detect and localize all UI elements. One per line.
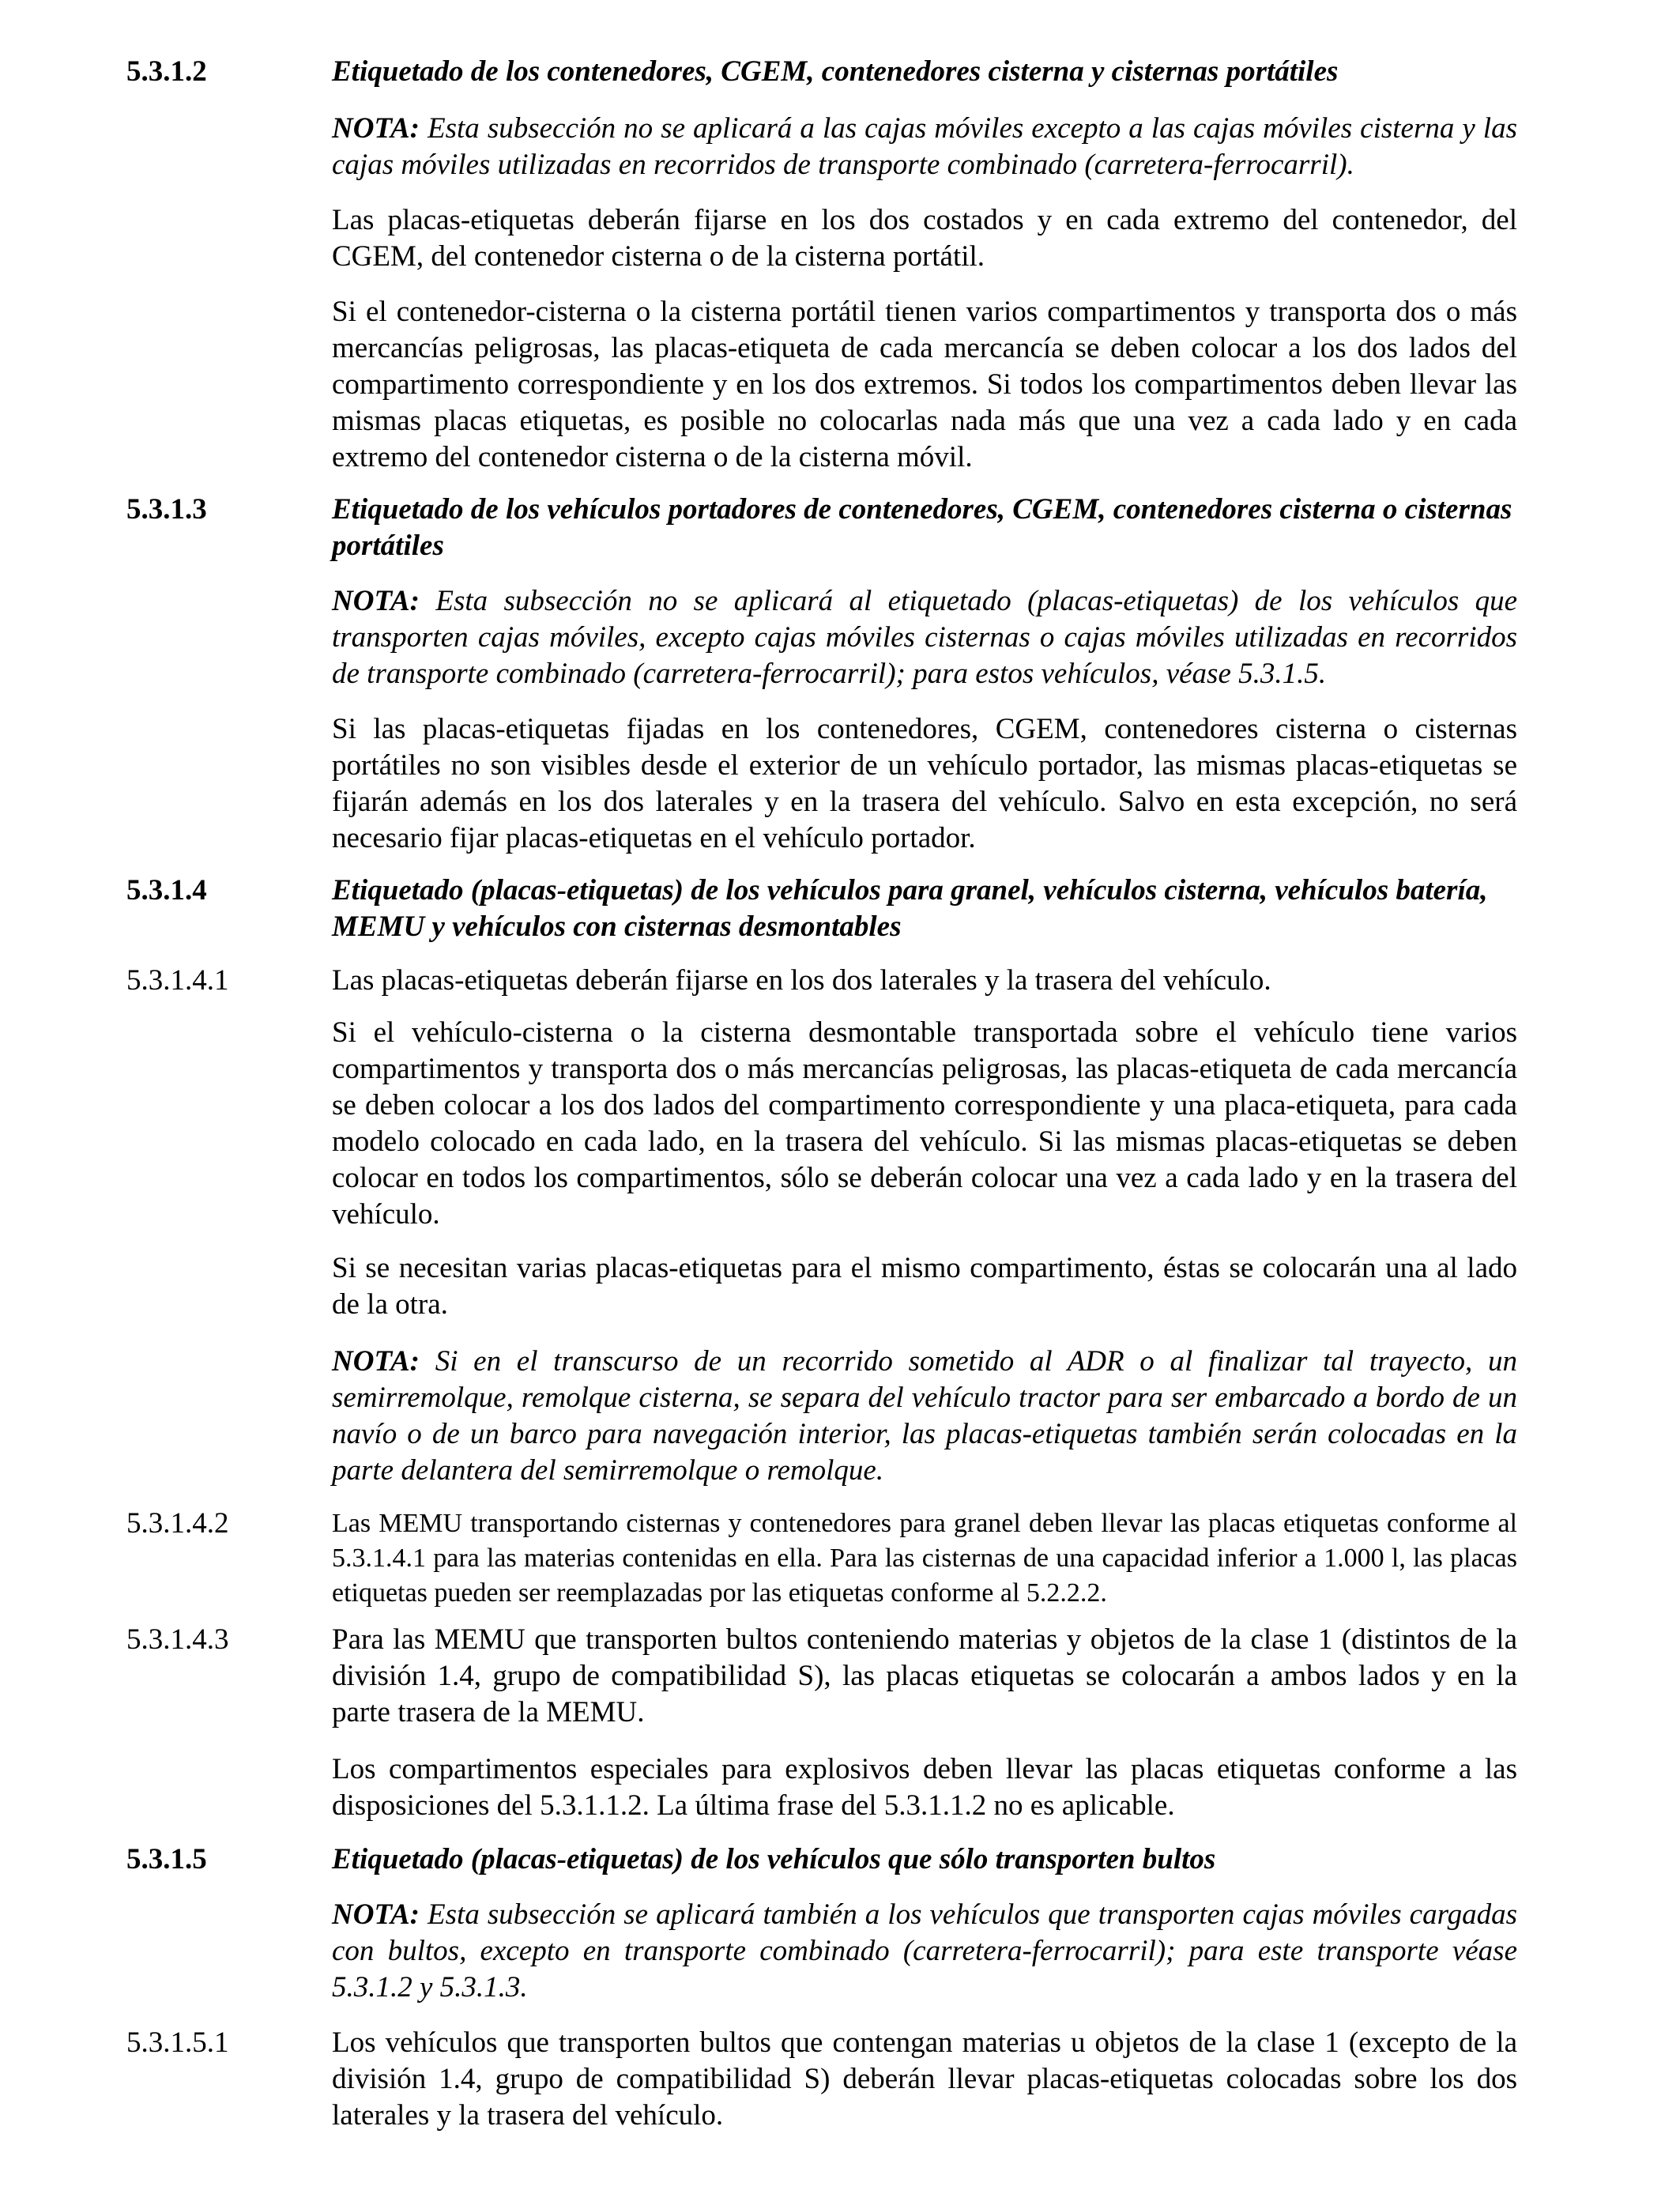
paragraph: Si el vehículo-cisterna o la cisterna desmontable transportada sobre el vehículo tiene varios compartimentos y transporta dos o más mercancías peligrosas, las placas-etiqueta de cada mercancía se deben colocar a los dos lados del compartimento correspondiente y una placa-etiqueta, para cada modelo colocado en cada lado, en la trasera del vehículo. Si las mismas placas-etiquetas se deben colocar en todos los compartimentos, sólo se deberán colocar una vez a cada lado y en la trasera del vehículo. bbox=[332, 1016, 1517, 1231]
note-label: NOTA: bbox=[332, 1345, 420, 1378]
section-number: 5.3.1.4 bbox=[126, 874, 207, 907]
note-label: NOTA: bbox=[332, 1898, 420, 1931]
subsection-number: 5.3.1.4.3 bbox=[126, 1623, 229, 1656]
subsection-number: 5.3.1.4.2 bbox=[126, 1507, 229, 1540]
note-text: Esta subsección se aplicará también a los vehículos que transporten cajas móviles cargadas con bultos, excepto en transporte combinado (carretera-ferrocarril); para este transporte véase 5.3.1.2 y 5.3.1.3. bbox=[332, 1898, 1517, 2004]
paragraph: Si las placas-etiquetas fijadas en los contenedores, CGEM, contenedores cisterna o cisternas portátiles no son visibles desde el exterior de un vehículo portador, las mismas placas-etiquetas se fijarán además en los dos laterales y en la trasera del vehículo. Salvo en esta excepción, no será necesario fijar placas-etiquetas en el vehículo portador. bbox=[332, 713, 1517, 854]
note-text: Esta subsección no se aplicará a las cajas móviles excepto a las cajas móviles cisterna y las cajas móviles utilizadas en recorridos de transporte combinado (carretera-ferrocarril). bbox=[332, 112, 1517, 181]
section-number: 5.3.1.3 bbox=[126, 493, 207, 526]
subsection-number: 5.3.1.4.1 bbox=[126, 964, 229, 997]
paragraph: Si se necesitan varias placas-etiquetas para el mismo compartimento, éstas se colocarán una al lado de la otra. bbox=[332, 1252, 1517, 1321]
section-heading: Etiquetado (placas-etiquetas) de los vehículos que sólo transporten bultos bbox=[332, 1843, 1216, 1875]
note-text: Si en el transcurso de un recorrido sometido al ADR o al finalizar tal trayecto, un semirremolque, remolque cisterna, se separa del vehículo tractor para ser embarcado a bordo de un navío o de un barco para navegación interior, las placas-etiquetas también serán colocadas en la parte delantera del semirremolque o remolque. bbox=[332, 1345, 1517, 1487]
section-number: 5.3.1.2 bbox=[126, 55, 207, 88]
section-heading: Etiquetado (placas-etiquetas) de los vehículos para granel, vehículos cisterna, vehículos batería, MEMU y vehículos con cisternas desmontables bbox=[332, 874, 1488, 943]
paragraph: Las placas-etiquetas deberán fijarse en los dos laterales y la trasera del vehículo. bbox=[332, 964, 1271, 997]
section-heading: Etiquetado de los vehículos portadores de contenedores, CGEM, contenedores cisterna o cisternas portátiles bbox=[332, 493, 1512, 562]
paragraph: Los compartimentos especiales para explosivos deben llevar las placas etiquetas conforme a las disposiciones del 5.3.1.1.2. La última frase del 5.3.1.1.2 no es aplicable. bbox=[332, 1753, 1517, 1822]
paragraph: Para las MEMU que transporten bultos conteniendo materias y objetos de la clase 1 (distintos de la división 1.4, grupo de compatibilidad S), las placas etiquetas se colocarán a ambos lados y en la parte trasera de la MEMU. bbox=[332, 1623, 1517, 1728]
note-paragraph bbox=[332, 111, 1517, 183]
subsection-number: 5.3.1.5.1 bbox=[126, 2026, 229, 2059]
paragraph: Las placas-etiquetas deberán fijarse en los dos costados y en cada extremo del contenedor, del CGEM, del contenedor cisterna o de la cisterna portátil. bbox=[332, 204, 1517, 273]
paragraph: Si el contenedor-cisterna o la cisterna portátil tienen varios compartimentos y transporta dos o más mercancías peligrosas, las placas-etiqueta de cada mercancía se deben colocar a los dos lados del compartimento correspondiente y en los dos extremos. Si todos los compartimentos deben llevar las mismas placas etiquetas, es posible no colocarlas nada más que una vez a cada lado y en cada extremo del contenedor cisterna o de la cisterna móvil. bbox=[332, 296, 1517, 473]
note-label: NOTA: bbox=[332, 585, 420, 617]
note-label: NOTA: bbox=[332, 112, 420, 145]
note-text: Esta subsección no se aplicará al etiquetado (placas-etiquetas) de los vehículos que transporten cajas móviles, excepto cajas móviles cisternas o cajas móviles utilizadas en recorridos de transporte combinado (carretera-ferrocarril); para estos vehículos, véase 5.3.1.5. bbox=[332, 585, 1517, 690]
note-paragraph bbox=[332, 583, 1517, 692]
paragraph: Los vehículos que transporten bultos que contengan materias u objetos de la clase 1 (excepto de la división 1.4, grupo de compatibilidad S) deberán llevar placas-etiquetas colocadas sobre los dos laterales y la trasera del vehículo. bbox=[332, 2026, 1517, 2132]
section-heading: Etiquetado de los contenedores, CGEM, contenedores cisterna y cisternas portátiles bbox=[332, 55, 1339, 88]
paragraph: Las MEMU transportando cisternas y contenedores para granel deben llevar las placas etiquetas conforme al 5.3.1.4.1 para las materias contenidas en ella. Para las cisternas de una capacidad inferior a 1.000 l, las placas etiquetas pueden ser reemplazadas por las etiquetas conforme al 5.2.2.2. bbox=[332, 1509, 1517, 1608]
note-paragraph bbox=[332, 1897, 1517, 2006]
section-number: 5.3.1.5 bbox=[126, 1843, 207, 1875]
note-paragraph bbox=[332, 1344, 1517, 1489]
